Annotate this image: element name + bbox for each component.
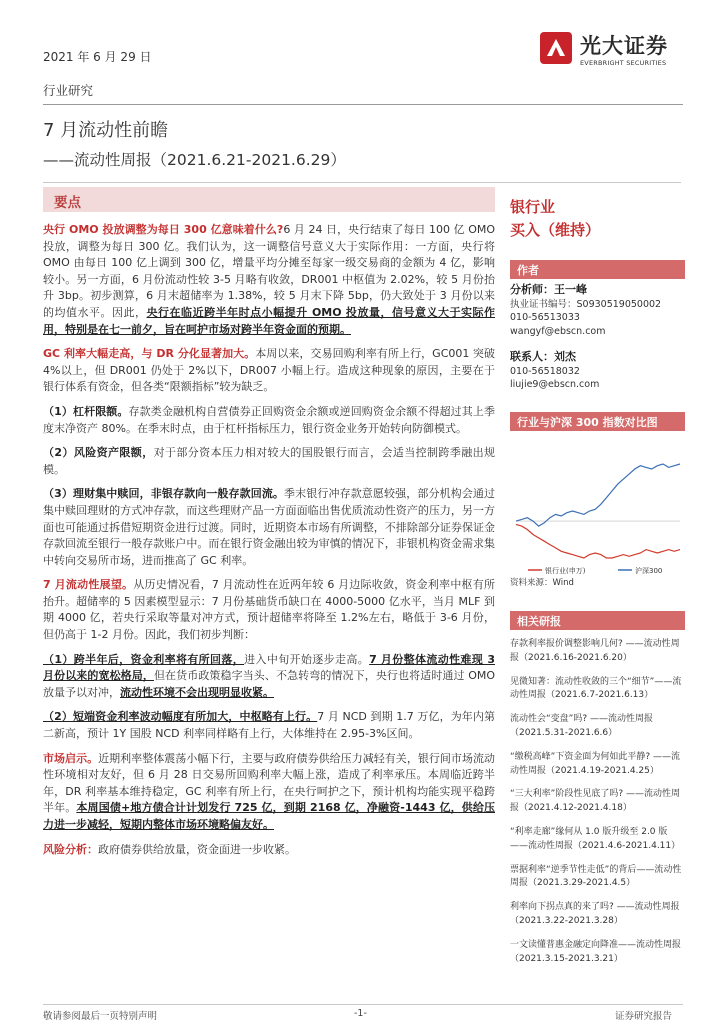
related-header: 相关研报 [510,611,685,630]
main-body [43,222,495,866]
related-report-item[interactable]: 一文读懂普惠金融定向降准——流动性周报（2021.3.15-2021.3.21） [510,939,682,964]
paragraph: 7 月流动性展望。从历史情况看，7 月流动性在近两年较 6 月边际收敛，资金利率中枢有所抬升。超储率的 5 因素模型显示：7 月份基础货币缺口在 4000-5000 亿水平，当月 MLF 到期 4000 亿，若央行采取等量对冲方式，预计超储率将降至 1.2%左右，略低于 3-6 月份，但仍高于 1-2 月份。因此，我们初步判断： [43,578,495,642]
comparison-chart [508,458,688,588]
page-title: 7 月流动性前瞻 [43,120,169,141]
paragraph: （1）杠杆限额。存款类金融机构自营债券正回购资金余额或逆回购资金余额不得超过其上季度末净资产 80%。在季末时点，由于杠杆指标压力，银行资金业务开始转向防御模式。 [43,404,496,435]
chart-series-line [516,464,680,526]
report-date: 2021 年 6 月 29 日 [43,50,152,64]
page-subtitle: ——流动性周报（2021.6.21-2021.6.29） [43,151,346,169]
industry-label: 银行业 [510,198,556,216]
related-report-item[interactable]: “三大利率”阶段性见底了吗? ——流动性周报（2021.4.12-2021.4.18） [510,789,680,814]
related-report-item[interactable]: “利率走廊”缘何从 1.0 版升级至 2.0 版——流动性周报（2021.4.6-2021.4.11） [510,826,681,851]
chart-series-line [516,524,680,558]
logo-text-cn: 光大证券 [580,34,668,58]
chart-header: 行业与沪深 300 指数对比图 [510,412,685,431]
chart-legend-label: 沪深300 [635,567,663,575]
footer-label: 证券研究报告 [615,1011,673,1022]
page-number: -1- [354,1008,367,1019]
related-report-item[interactable]: 利率向下拐点真的来了吗? ——流动性周报（2021.3.22-2021.3.28） [510,902,680,926]
brand-logo [538,30,688,76]
author-block: 分析师：王一峰 执业证书编号：S0930519050002 010-56513033 wangyf@ebscn.com 联系人：刘杰 010-56518032 liujie9@ebscn.com [510,283,662,390]
section-header [43,187,495,212]
paragraph: 市场启示。近期利率整体震荡小幅下行，主要与政府债券供给压力减轻有关，银行间市场流动性环境相对友好，但 6 月 28 日交易所回购利率大幅上涨，造成了利率承压。本周临近跨半年，DR 利率基本维持稳定，GC 利率有所上行，在央行呵护之下，预计机构均能实现平稳跨半年。本周国债+地方债合计计划发行 725 亿，到期 2168 亿，净融资-1443 亿，供给压力进一步减轻，短期内整体市场环境略偏友好。 [43,751,495,831]
related-reports [510,638,685,976]
paragraph: （3）理财集中赎回，非银存款向一般存款回流。季末银行冲存款意愿较强，部分机构会通过集中赎回理财的方式冲存款，而这些理财产品一方面面临出售优质流动性资产的压力，另一方面也可能通过拆借短期资金进行过渡。同时，近期资本市场有所调整，不排除部分证券保证金存款回流至银行一般存款账户中。而在银行资金融出较为审慎的情况下，非银机构资金需求集中转向交易所市场，进而推高了 GC 利率。 [43,487,496,567]
related-report-item[interactable]: “缴税高峰”下资金面为何如此平静? ——流动性周报（2021.4.19-2021.4.25） [510,751,680,776]
chart-source: 资料来源：Wind [510,578,574,588]
header-rule [43,182,681,183]
related-report-item[interactable]: 见微知著：流动性收敛的三个“细节”——流动性周报（2021.6.7-2021.6.13） [510,676,682,701]
paragraph: （2）短端资金利率波动幅度有所加大，中枢略有上行。7 月 NCD 到期 1.7 万亿，为年内第二新高，预计 1Y 国股 NCD 利率同样略有上行，大体维持在 2.95-3%区间。 [43,710,496,741]
related-report-item[interactable]: 流动性会“变盘”吗? ——流动性周报（2021.5.31-2021.6.6） [510,714,653,738]
logo-text-en: EVERBRIGHT SECURITIES [580,59,667,67]
paragraph: 风险分析：政府债券供给放量，资金面进一步收紧。 [43,842,296,856]
paragraph: GC 利率大幅走高，与 DR 分化显著加大。本周以来，交易回购利率有所上行，GC001 突破 4%以上，但 DR001 仍处于 2%以下，DR007 小幅上行。造成这种现象的原因，主要在于银行体系有资金，但各类“限额指标”较为缺乏。 [43,347,495,394]
footer-disclaimer: 敬请参阅最后一页特别声明 [43,1011,158,1022]
footer-rule [43,1004,683,1005]
report-category: 行业研究 [43,83,94,98]
logo-mark-icon [538,30,574,66]
rating-label: 买入（维持） [510,221,601,239]
chart-legend-label: 银行业(申万) [545,567,586,575]
section-title: 要点 [54,195,81,211]
author-header: 作者 [510,260,685,279]
paragraph: （2）风险资产限额，对于部分资本压力相对较大的国股银行而言，会适当控制跨季融出规模。 [43,446,496,476]
related-report-item[interactable]: 票据利率“逆季节性走低”的背后——流动性周报（2021.3.29-2021.4.5） [510,864,682,889]
related-report-item[interactable]: 存款利率报价调整影响几何? ——流动性周报（2021.6.16-2021.6.20） [510,639,680,663]
divider [43,104,683,105]
paragraph: 央行 OMO 投放调整为每日 300 亿意味着什么?6 月 24 日，央行结束了每日 100 亿 OMO 投放，调整为每日 300 亿。我们认为，这一调整信号意义大于实际作用：一方面，央行将 OMO 由每日 100 亿上调到 300 亿，增量平均分摊至每家一级交易商的金额为 4 亿，影响较小。另一方面，6 月份流动性较 3-5 月略有收敛，DR001 中枢值为 2.02%，较 5 月份抬升 3bp。初步测算，6 月末超储率为 1.38%，较 5 月末下降 5bp，仍大致处于 3 月份以来的均值水平。因此，央行在临近跨半年时点小幅提升 OMO 投放量，信号意义大于实际作用，特别是在七一前夕，旨在呵护市场对跨半年资金面的预期。 [43,223,496,336]
paragraph: （1）跨半年后，资金利率将有所回落，进入中旬开始逐步走高。7 月份整体流动性难现 3 月份以来的宽松格局，但在货币政策稳字当头、不急转弯的情况下，央行也将适时通过 OMO 放量予以对冲，流动性环境不会出现明显收紧。 [43,652,495,699]
